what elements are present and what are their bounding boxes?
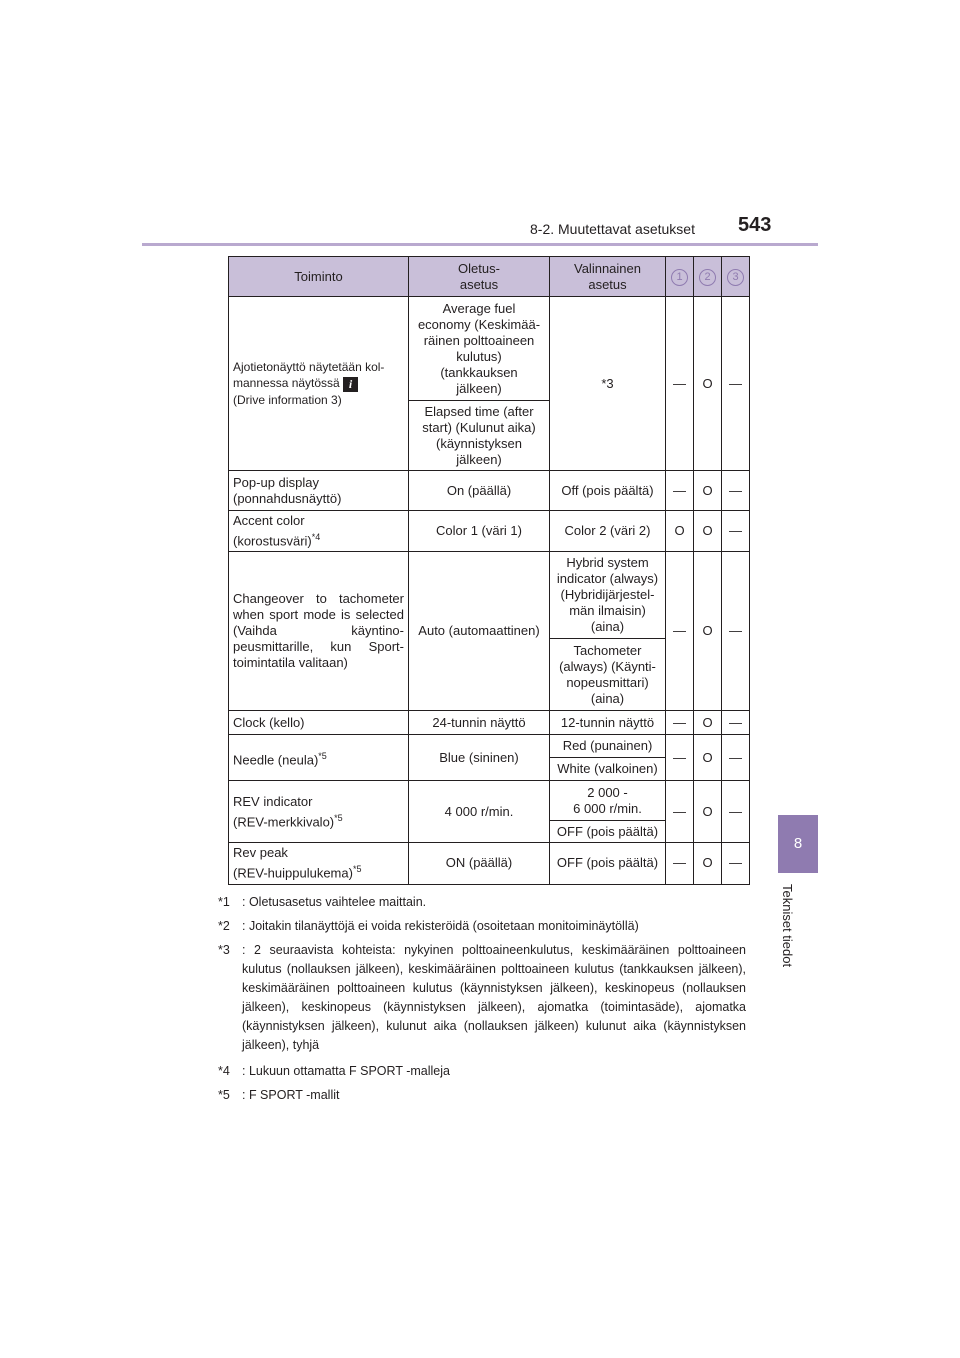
optional-value: Hybrid system indicator (always) (Hybridijärjestel- män ilmaisin) (aina) <box>550 552 666 639</box>
row-name: REV indicator (REV-merkkivalo)$^{*5}$ <box>229 781 409 843</box>
footnote-ref: *5 <box>334 812 343 823</box>
mode-2-mark: O <box>694 297 722 471</box>
table-row <box>229 511 750 552</box>
mode-2-mark: O <box>694 552 722 711</box>
mode-3-mark: — <box>722 552 750 711</box>
table-row <box>229 552 750 639</box>
default-value: Color 1 (väri 1) <box>409 511 550 552</box>
settings-table <box>228 256 750 885</box>
row-name-line: mannessa näytössä <box>233 376 340 391</box>
default-value: Elapsed time (after start) (Kulunut aika) (käynnistyksen jälkeen) <box>409 401 550 471</box>
mode-3-mark: — <box>722 297 750 471</box>
default-value: 24-tunnin näyttö <box>409 711 550 735</box>
mode-1-mark: — <box>666 735 694 781</box>
optional-value: Red (punainen) <box>550 735 666 758</box>
table-row <box>229 711 750 735</box>
optional-value: 12-tunnin näyttö <box>550 711 666 735</box>
info-icon: i <box>343 377 358 392</box>
number-2-icon: 2 <box>699 269 716 286</box>
table-row <box>229 297 750 401</box>
footnote-4: *4 : Lukuun ottamatta F SPORT -malleja <box>218 1064 450 1078</box>
mode-2-mark: O <box>694 735 722 781</box>
mode-1-mark: — <box>666 781 694 843</box>
optional-value: Off (pois päältä) <box>550 471 666 511</box>
row-name: Accent color (korostusväri)$^{*4}$ <box>229 511 409 552</box>
mode-3-mark: — <box>722 471 750 511</box>
default-value: On (päällä) <box>409 471 550 511</box>
optional-value: White (valkoinen) <box>550 758 666 781</box>
mode-3-mark: — <box>722 711 750 735</box>
mode-1-mark: — <box>666 471 694 511</box>
mode-2-mark: O <box>694 711 722 735</box>
chapter-label: Tekniset tiedot <box>780 884 795 968</box>
table-header-row <box>229 257 750 297</box>
default-value: ON (päällä) <box>409 843 550 884</box>
mode-2-mark: O <box>694 471 722 511</box>
mode-3-mark: — <box>722 843 750 884</box>
chapter-tab[interactable]: 8 <box>778 815 818 873</box>
default-value: Average fuel economy (Keskimää- räinen polttoaineen kulutus) (tankkauksen jälkeen) <box>409 297 550 401</box>
footnote-ref: *4 <box>311 532 321 542</box>
mode-3-mark: — <box>722 781 750 843</box>
col-mode-1 <box>666 257 694 297</box>
number-1-icon: 1 <box>671 269 688 286</box>
number-3-icon: 3 <box>727 269 744 286</box>
mode-2-mark: O <box>694 511 722 552</box>
col-function: Toiminto <box>229 257 409 297</box>
footnote-ref: *5 <box>352 864 362 875</box>
mode-2-mark: O <box>694 781 722 843</box>
row-name: Pop-up display (ponnahdusnäyttö) <box>229 471 409 511</box>
mode-2-mark: O <box>694 843 722 884</box>
default-value: 4 000 r/min. <box>409 781 550 843</box>
row-name: Needle (neula)$^{*5}$ <box>229 735 409 781</box>
row-name: Clock (kello) <box>229 711 409 735</box>
row-name <box>229 297 409 471</box>
col-mode-3 <box>722 257 750 297</box>
mode-3-mark: — <box>722 735 750 781</box>
table-row <box>229 471 750 511</box>
row-name-line: Ajotietonäyttö näytetään kol- <box>233 360 385 375</box>
col-optional: Valinnainen asetus <box>550 257 666 297</box>
optional-value: OFF (pois päältä) <box>550 821 666 843</box>
footnote-ref: *5 <box>318 750 327 761</box>
row-name: Rev peak (REV-huippulukema)$^{*5}$ <box>229 843 409 884</box>
optional-value: Tachometer (always) (Käynti- nopeusmittari) (aina) <box>550 639 666 711</box>
section-title: 8-2. Muutettavat asetukset <box>530 221 695 237</box>
footnote-3: *3 : 2 seuraavista kohteista: nykyinen polttoaineenkulutus, keskimääräinen polttoaineen kulutus (nollauksen jälkeen), keskimääräinen polttoaineen kulutus (tankkauksen jälkeen), keskimääräinen polttoaineen kulutus (käynnistyksen jälkeen), keskinopeus (nollauksen jälkeen), keskinopeus (käynnistyksen jälkeen), ajomatka (toimintasäde), ajomatka (käynnistyksen jälkeen), kulunut aika (nollauksen jälkeen) kulunut aika (käynnistyksen jälkeen), tyhjä <box>218 943 746 1052</box>
col-mode-2 <box>694 257 722 297</box>
table-row <box>229 843 750 884</box>
table-row <box>229 735 750 758</box>
footnote-5: *5 : F SPORT -mallit <box>218 1088 340 1102</box>
row-name: Changeover to tachometer when sport mode is selected (Vaihda käyntino-peusmittarille, kun Sport-toimintatila valitaan) <box>229 552 409 711</box>
mode-1-mark: — <box>666 711 694 735</box>
footnote-2: *2 : Joitakin tilanäyttöjä ei voida rekisteröidä (osoitetaan monitoiminäytöllä) <box>218 919 639 933</box>
row-name-line: (Drive information 3) <box>233 392 342 407</box>
col-default: Oletus- asetus <box>409 257 550 297</box>
footnote-1: *1 : Oletusasetus vaihtelee maittain. <box>218 895 427 909</box>
page-number: 543 <box>738 214 772 236</box>
default-value: Blue (sininen) <box>409 735 550 781</box>
mode-1-mark: — <box>666 297 694 471</box>
mode-3-mark: — <box>722 511 750 552</box>
optional-value: *3 <box>550 297 666 471</box>
optional-value: OFF (pois päältä) <box>550 843 666 884</box>
mode-1-mark: — <box>666 843 694 884</box>
mode-1-mark: O <box>666 511 694 552</box>
header-rule <box>142 243 818 246</box>
optional-value: Color 2 (väri 2) <box>550 511 666 552</box>
optional-value: 2 000 - 6 000 r/min. <box>550 781 666 821</box>
mode-1-mark: — <box>666 552 694 711</box>
default-value: Auto (automaattinen) <box>409 552 550 711</box>
table-row <box>229 781 750 821</box>
